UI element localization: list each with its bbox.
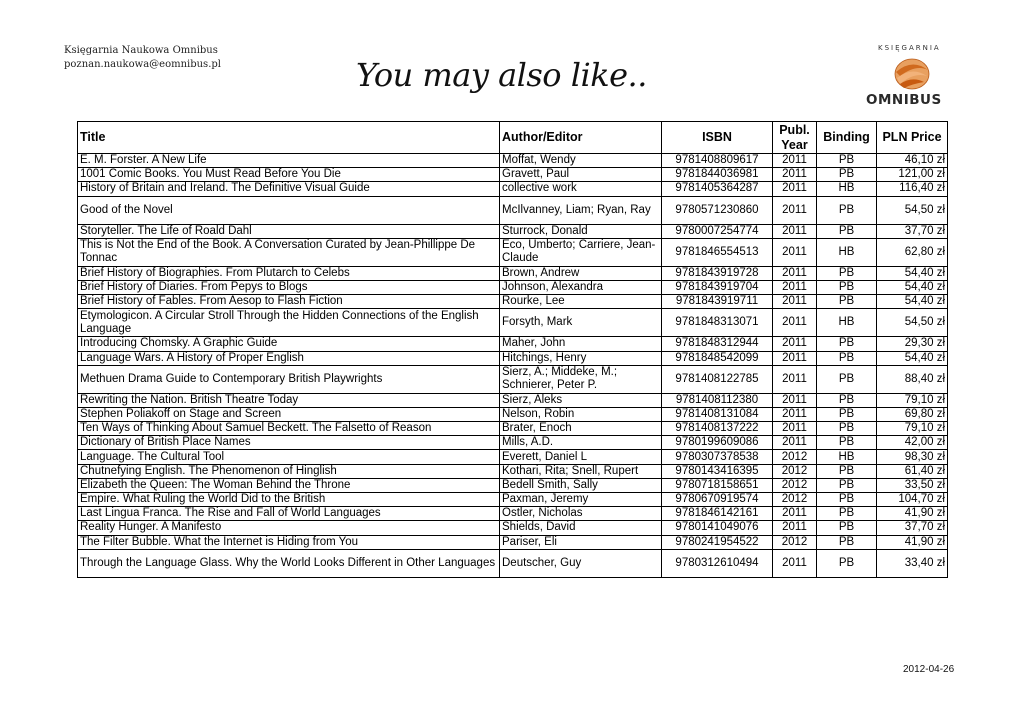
cell-isbn: 9780312610494 [662,549,773,577]
cell-price: 88,40 zł [877,365,948,393]
cell-isbn: 9780141049076 [662,521,773,535]
cell-author: Kothari, Rita; Snell, Rupert [500,464,662,478]
cell-title: History of Britain and Ireland. The Definitive Visual Guide [78,182,500,196]
cell-binding: PB [817,393,877,407]
cell-year: 2011 [773,365,817,393]
cell-author: Brater, Enoch [500,422,662,436]
company-name: Księgarnia Naukowa Omnibus [64,45,218,56]
cell-binding: PB [817,168,877,182]
cell-year: 2011 [773,393,817,407]
cell-price: 33,40 zł [877,549,948,577]
cell-price: 54,40 zł [877,266,948,280]
cell-binding: PB [817,535,877,549]
cell-isbn: 9781844036981 [662,168,773,182]
table-row [78,309,948,337]
cell-title: Introducing Chomsky. A Graphic Guide [78,337,500,351]
table-header-row [78,122,948,154]
cell-binding: PB [817,224,877,238]
cell-price: 69,80 zł [877,407,948,421]
table-row [78,154,948,168]
cell-isbn: 9781846142161 [662,507,773,521]
cell-year: 2012 [773,493,817,507]
cell-year: 2012 [773,450,817,464]
cell-title: Chutnefying English. The Phenomenon of Hinglish [78,464,500,478]
cell-year: 2011 [773,436,817,450]
cell-title: The Filter Bubble. What the Internet is Hiding from You [78,535,500,549]
cell-binding: PB [817,493,877,507]
table-row [78,337,948,351]
cell-isbn: 9780670919574 [662,493,773,507]
logo-top-text: KSIĘGARNIA [878,44,941,52]
cell-title: Through the Language Glass. Why the World Looks Different in Other Languages [78,549,500,577]
cell-binding: HB [817,309,877,337]
cell-title: Empire. What Ruling the World Did to the British [78,493,500,507]
cell-isbn: 9781843919728 [662,266,773,280]
cell-year: 2011 [773,337,817,351]
cell-isbn: 9781846554513 [662,238,773,266]
company-info [64,44,221,72]
table-row [78,549,948,577]
cell-isbn: 9781408131084 [662,407,773,421]
cell-price: 37,70 zł [877,224,948,238]
cell-year: 2011 [773,521,817,535]
cell-title: Ten Ways of Thinking About Samuel Beckett. The Falsetto of Reason [78,422,500,436]
cell-binding: PB [817,436,877,450]
cell-binding: HB [817,238,877,266]
cell-year: 2011 [773,351,817,365]
table-row [78,295,948,309]
cell-price: 62,80 zł [877,238,948,266]
cell-isbn: 9780718158651 [662,478,773,492]
cell-year: 2011 [773,422,817,436]
cell-binding: PB [817,351,877,365]
cell-title: Language Wars. A History of Proper English [78,351,500,365]
cell-title: Brief History of Diaries. From Pepys to Blogs [78,280,500,294]
cell-year: 2011 [773,168,817,182]
cell-isbn: 9781843919711 [662,295,773,309]
column-header-binding: Binding [817,122,877,154]
cell-author: McIlvanney, Liam; Ryan, Ray [500,196,662,224]
cell-author: Shields, David [500,521,662,535]
column-header-year-line1: Publ. [779,122,810,137]
cell-binding: PB [817,280,877,294]
cell-title: 1001 Comic Books. You Must Read Before You Die [78,168,500,182]
cell-isbn: 9781408809617 [662,154,773,168]
cell-title: Rewriting the Nation. British Theatre Today [78,393,500,407]
table-row [78,238,948,266]
cell-author: Bedell Smith, Sally [500,478,662,492]
cell-year: 2011 [773,309,817,337]
cell-isbn: 9780007254774 [662,224,773,238]
table-row [78,266,948,280]
cell-price: 121,00 zł [877,168,948,182]
table-row [78,351,948,365]
cell-author: Nelson, Robin [500,407,662,421]
cell-title: Reality Hunger. A Manifesto [78,521,500,535]
column-header-isbn: ISBN [662,122,773,154]
cell-title: Methuen Drama Guide to Contemporary British Playwrights [78,365,500,393]
cell-binding: PB [817,295,877,309]
cell-author: Hitchings, Henry [500,351,662,365]
cell-binding: PB [817,266,877,280]
cell-price: 54,50 zł [877,196,948,224]
cell-author: Paxman, Jeremy [500,493,662,507]
cell-isbn: 9781408112380 [662,393,773,407]
column-header-year [773,122,817,154]
cell-price: 104,70 zł [877,493,948,507]
table-row [78,196,948,224]
cell-binding: PB [817,521,877,535]
cell-binding: HB [817,182,877,196]
cell-author: Johnson, Alexandra [500,280,662,294]
table-row [78,493,948,507]
column-header-year-line2: Year [781,137,808,152]
cell-author: Mills, A.D. [500,436,662,450]
table-row [78,535,948,549]
cell-author: Maher, John [500,337,662,351]
cell-price: 41,90 zł [877,507,948,521]
cell-price: 54,40 zł [877,351,948,365]
cell-author: Pariser, Eli [500,535,662,549]
company-email: poznan.naukowa@eomnibus.pl [64,59,221,70]
cell-year: 2011 [773,224,817,238]
cell-isbn: 9780241954522 [662,535,773,549]
cell-binding: PB [817,464,877,478]
cell-binding: PB [817,196,877,224]
column-header-author: Author/Editor [500,122,662,154]
table-row [78,464,948,478]
cell-author: Brown, Andrew [500,266,662,280]
cell-price: 98,30 zł [877,450,948,464]
cell-binding: PB [817,478,877,492]
cell-price: 116,40 zł [877,182,948,196]
cell-year: 2011 [773,238,817,266]
logo-wordmark: OMNIBUS [866,92,942,108]
cell-price: 46,10 zł [877,154,948,168]
cell-isbn: 9781848542099 [662,351,773,365]
cell-binding: HB [817,450,877,464]
cell-isbn: 9780199609086 [662,436,773,450]
cell-title: Storyteller. The Life of Roald Dahl [78,224,500,238]
cell-isbn: 9780143416395 [662,464,773,478]
cell-author: Gravett, Paul [500,168,662,182]
cell-year: 2011 [773,182,817,196]
table-row [78,450,948,464]
cell-title: Etymologicon. A Circular Stroll Through the Hidden Connections of the English Language [78,309,500,337]
cell-author: Deutscher, Guy [500,549,662,577]
cell-year: 2012 [773,464,817,478]
table-row [78,507,948,521]
cell-price: 54,50 zł [877,309,948,337]
cell-title: Elizabeth the Queen: The Woman Behind the Throne [78,478,500,492]
cell-price: 42,00 zł [877,436,948,450]
cell-title: Stephen Poliakoff on Stage and Screen [78,407,500,421]
table-row [78,436,948,450]
cell-title: Brief History of Biographies. From Plutarch to Celebs [78,266,500,280]
table-row [78,407,948,421]
cell-binding: PB [817,407,877,421]
cell-isbn: 9781843919704 [662,280,773,294]
cell-title: E. M. Forster. A New Life [78,154,500,168]
cell-year: 2011 [773,280,817,294]
cell-binding: PB [817,422,877,436]
table-row [78,182,948,196]
table-row [78,478,948,492]
cell-title: This is Not the End of the Book. A Conversation Curated by Jean-Phillippe De Tonnac [78,238,500,266]
cell-price: 41,90 zł [877,535,948,549]
cell-isbn: 9781848312944 [662,337,773,351]
table-row [78,393,948,407]
cell-isbn: 9781408137222 [662,422,773,436]
cell-isbn: 9781408122785 [662,365,773,393]
cell-author: Sierz, A.; Middeke, M.; Schnierer, Peter P. [500,365,662,393]
cell-binding: PB [817,337,877,351]
cell-title: Dictionary of British Place Names [78,436,500,450]
column-header-price: PLN Price [877,122,948,154]
cell-year: 2011 [773,266,817,280]
cell-year: 2011 [773,196,817,224]
cell-author: Rourke, Lee [500,295,662,309]
table-row [78,224,948,238]
cell-price: 61,40 zł [877,464,948,478]
table-row [78,280,948,294]
cell-year: 2011 [773,154,817,168]
cell-isbn: 9780571230860 [662,196,773,224]
footer-date: 2012-04-26 [903,664,955,675]
cell-price: 54,40 zł [877,280,948,294]
column-header-title: Title [78,122,500,154]
cell-title: Good of the Novel [78,196,500,224]
cell-price: 54,40 zł [877,295,948,309]
cell-title: Language. The Cultural Tool [78,450,500,464]
cell-isbn: 9780307378538 [662,450,773,464]
table-row [78,422,948,436]
cell-year: 2011 [773,407,817,421]
cell-title: Last Lingua Franca. The Rise and Fall of World Languages [78,507,500,521]
cell-year: 2012 [773,535,817,549]
omnibus-logo [862,44,962,112]
cell-price: 79,10 zł [877,393,948,407]
page-headline: You may also like.. [356,56,647,94]
cell-binding: PB [817,154,877,168]
table-row [78,521,948,535]
cell-author: Sierz, Aleks [500,393,662,407]
cell-binding: PB [817,549,877,577]
cell-price: 29,30 zł [877,337,948,351]
cell-author: Forsyth, Mark [500,309,662,337]
table-row [78,365,948,393]
cell-author: collective work [500,182,662,196]
cell-year: 2012 [773,478,817,492]
books-table [77,121,948,578]
table-body [78,154,948,578]
cell-author: Sturrock, Donald [500,224,662,238]
cell-author: Ostler, Nicholas [500,507,662,521]
cell-price: 33,50 zł [877,478,948,492]
cell-price: 37,70 zł [877,521,948,535]
cell-year: 2011 [773,549,817,577]
cell-year: 2011 [773,507,817,521]
logo-swirl-icon [890,54,934,92]
cell-binding: PB [817,507,877,521]
cell-isbn: 9781405364287 [662,182,773,196]
cell-author: Everett, Daniel L [500,450,662,464]
cell-price: 79,10 zł [877,422,948,436]
table-row [78,168,948,182]
cell-title: Brief History of Fables. From Aesop to Flash Fiction [78,295,500,309]
cell-year: 2011 [773,295,817,309]
cell-author: Eco, Umberto; Carriere, Jean-Claude [500,238,662,266]
cell-isbn: 9781848313071 [662,309,773,337]
cell-binding: PB [817,365,877,393]
cell-author: Moffat, Wendy [500,154,662,168]
